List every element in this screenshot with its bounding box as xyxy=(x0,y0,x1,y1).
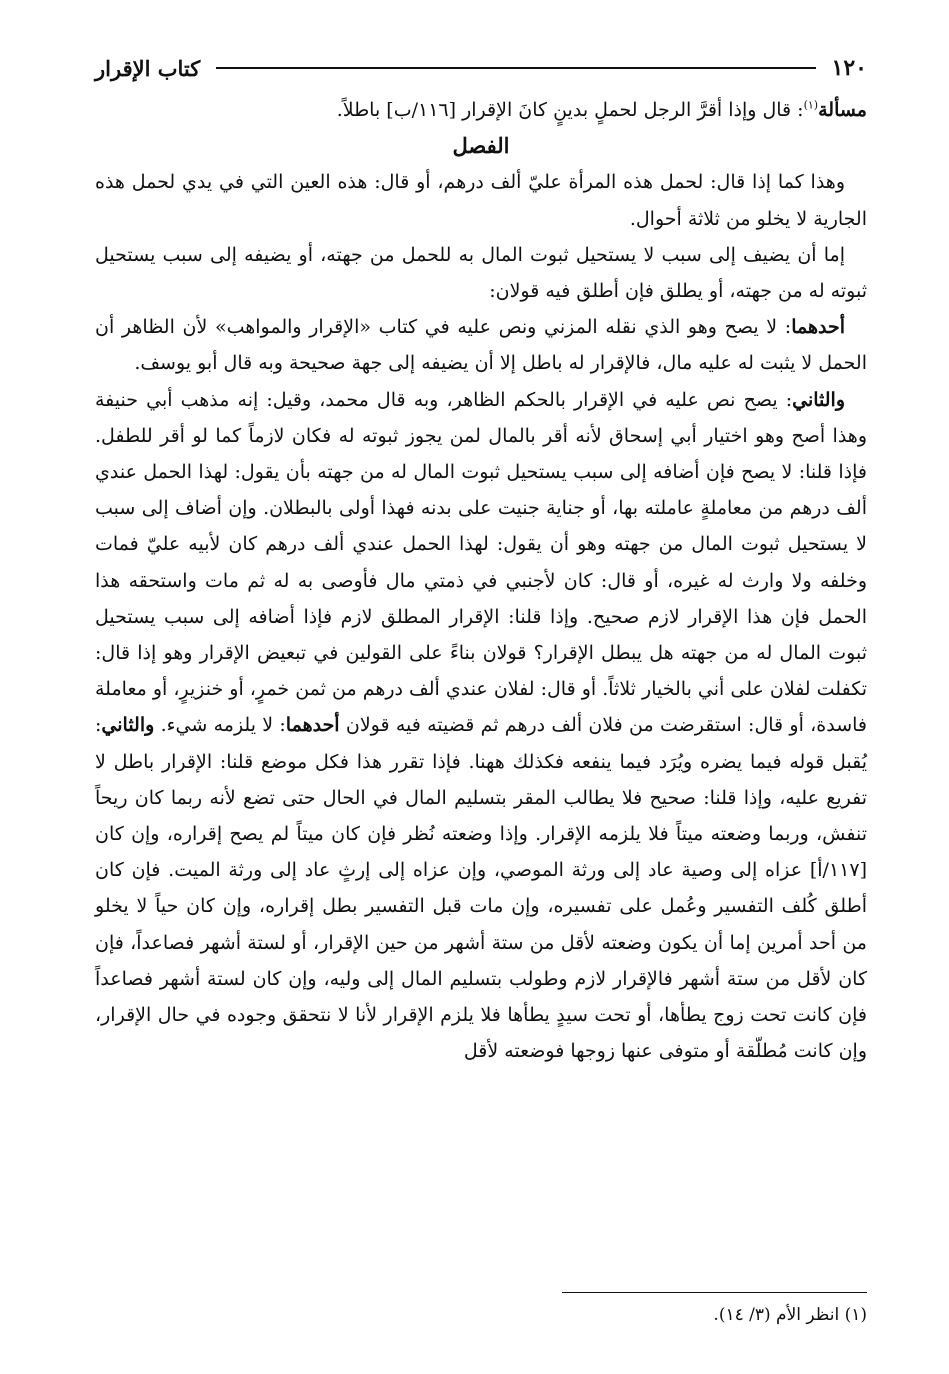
book-title: كتاب الإقرار xyxy=(95,55,201,81)
header-rule xyxy=(216,67,815,69)
paragraph-3-text: : لا يصح وهو الذي نقله المزني ونص عليه في كتاب «الإقرار والمواهب» لأن الظاهر أن الحمل لا يثبت له عليه مال، فالإقرار له باطل إلا أن يضيفه إلى جهة صحيحة وبه قال أبو يوسف. xyxy=(95,316,867,375)
second-opinion-label-2: والثاني xyxy=(101,714,155,737)
question-label: مسألة xyxy=(818,99,867,121)
second-opinion-label: والثاني xyxy=(792,388,845,411)
footnote-ref[interactable]: (١) xyxy=(803,98,819,112)
paragraph-1: وهذا كما إذا قال: لحمل هذه المرأة عليّ ألف درهم، أو قال: هذه العين التي في يدي لحمل هذه الجارية لا يخلو من ثلاثة أحوال. xyxy=(95,171,867,230)
paragraph-3 xyxy=(95,309,867,381)
paragraph-4-text-b: : لا يلزمه شيء. xyxy=(154,714,286,737)
paragraph-4 xyxy=(95,382,867,1070)
paragraph-2: إما أن يضيف إلى سبب لا يستحيل ثبوت المال به للحمل من جهته، أو يضيفه إلى سبب يستحيل ثبوته له من جهته، أو يطلق فإن أطلق فيه قولان: xyxy=(95,243,867,303)
page-number: ١٢٠ xyxy=(831,55,867,81)
main-text xyxy=(95,92,867,1069)
footnote-rule xyxy=(562,1292,867,1293)
footnote: (١) انظر الأم (٣/ ١٤). xyxy=(713,1305,867,1325)
question-text: : قال وإذا أقرَّ الرجل لحملٍ بدينٍ كانَ الإقرار [١١٦/ب] باطلاً. xyxy=(336,99,804,121)
first-opinion-label: أحدهما xyxy=(791,316,845,339)
paragraph-4-text-a: : يصح نص عليه في الإقرار بالحكم الظاهر، وبه قال محمد، وقيل: إنه مذهب أبي حنيفة وهذا أصح وهو اختيار أبي إسحاق لأنه أقر بالمال لمن يجوز ثبوته له فكان لازماً كما لو أقر للطفل. فإذا قلنا: لا يصح فإن أضافه إلى سبب يستحيل ثبوت المال له من جهته بأن يقول: لهذا الحمل عندي ألف درهم من معاملةٍ عاملته بها، أو جناية جنيت على بدنه فهذا أولى بالبطلان. وإن أضاف إلى سبب لا يستحيل ثبوت المال من جهته وهو أن يقول: لهذا الحمل عندي ألف درهم كان لأبيه عليّ فمات وخلفه ولا وارث له غيره، أو قال: كان لأجنبي في ذمتي مال فأوصى به له ثم مات واستحقه هذا الحمل فإن هذا الإقرار لازم صحيح. وإذا قلنا: الإقرار المطلق لازم فإذا أضافه إلى سبب يستحيل ثبوت المال له من جهته هل يبطل الإقرار؟ قولان بناءً على القولين في تبعيض الإقرار وهو إذا قال: تكفلت لفلان على أني بالخيار ثلاثاً. أو قال: لفلان عندي ألف درهم من ثمن خمرٍ، أو خنزيرٍ، أو معاملة فاسدة، أو قال: استقرضت من فلان ألف درهم ثم قضيته فيه قولان xyxy=(95,388,867,737)
paragraph-4-text-c: : يُقبل قوله فيما يضره ويُرَد فيما ينفعه فكذلك ههنا. فإذا تقرر هذا فكل موضع قلنا: الإقرار باطل لا تفريع عليه، وإذا قلنا: صحيح فلا يطالب المقر بتسليم المال في الحال حتى تضع لأنه ربما كان ريحاً تنفش، وربما وضعته ميتاً فلا يلزمه الإقرار. وإذا وضعته نُظر فإن كان ميتاً لم يصح إقراره، وإن كان [١١٧/أ] عزاه إلى وصية عاد إلى ورثة الموصي، وإن عزاه إلى إرثٍ عاد إلى ورثة الميت. فإن كان أطلق كُلف التفسير وعُمل على تفسيره، وإن مات قبل التفسير بطل إقراره، وإن كان حياً لا يخلو من أحد أمرين إما أن يكون وضعته لأقل من ستة أشهر من حين الإقرار، أو لستة أشهر فصاعداً، فإن كان لأقل من ستة أشهر فالإقرار لازم وطولب بتسليم المال إلى وليه، وإن كان لستة أشهر فصاعداً فإن كانت تحت زوج يطأها، أو تحت سيدٍ يطأها فلا يلزم الإقرار لأنا لا نتحقق وجوده في حال الإقرار، وإن كانت مُطلّقة أو متوفى عنها زوجها فوضعته لأقل xyxy=(95,714,867,1063)
section-heading: الفصل xyxy=(452,133,510,159)
question-paragraph xyxy=(95,92,867,128)
first-opinion-label-2: أحدهما xyxy=(285,714,340,737)
page-header xyxy=(95,50,867,86)
